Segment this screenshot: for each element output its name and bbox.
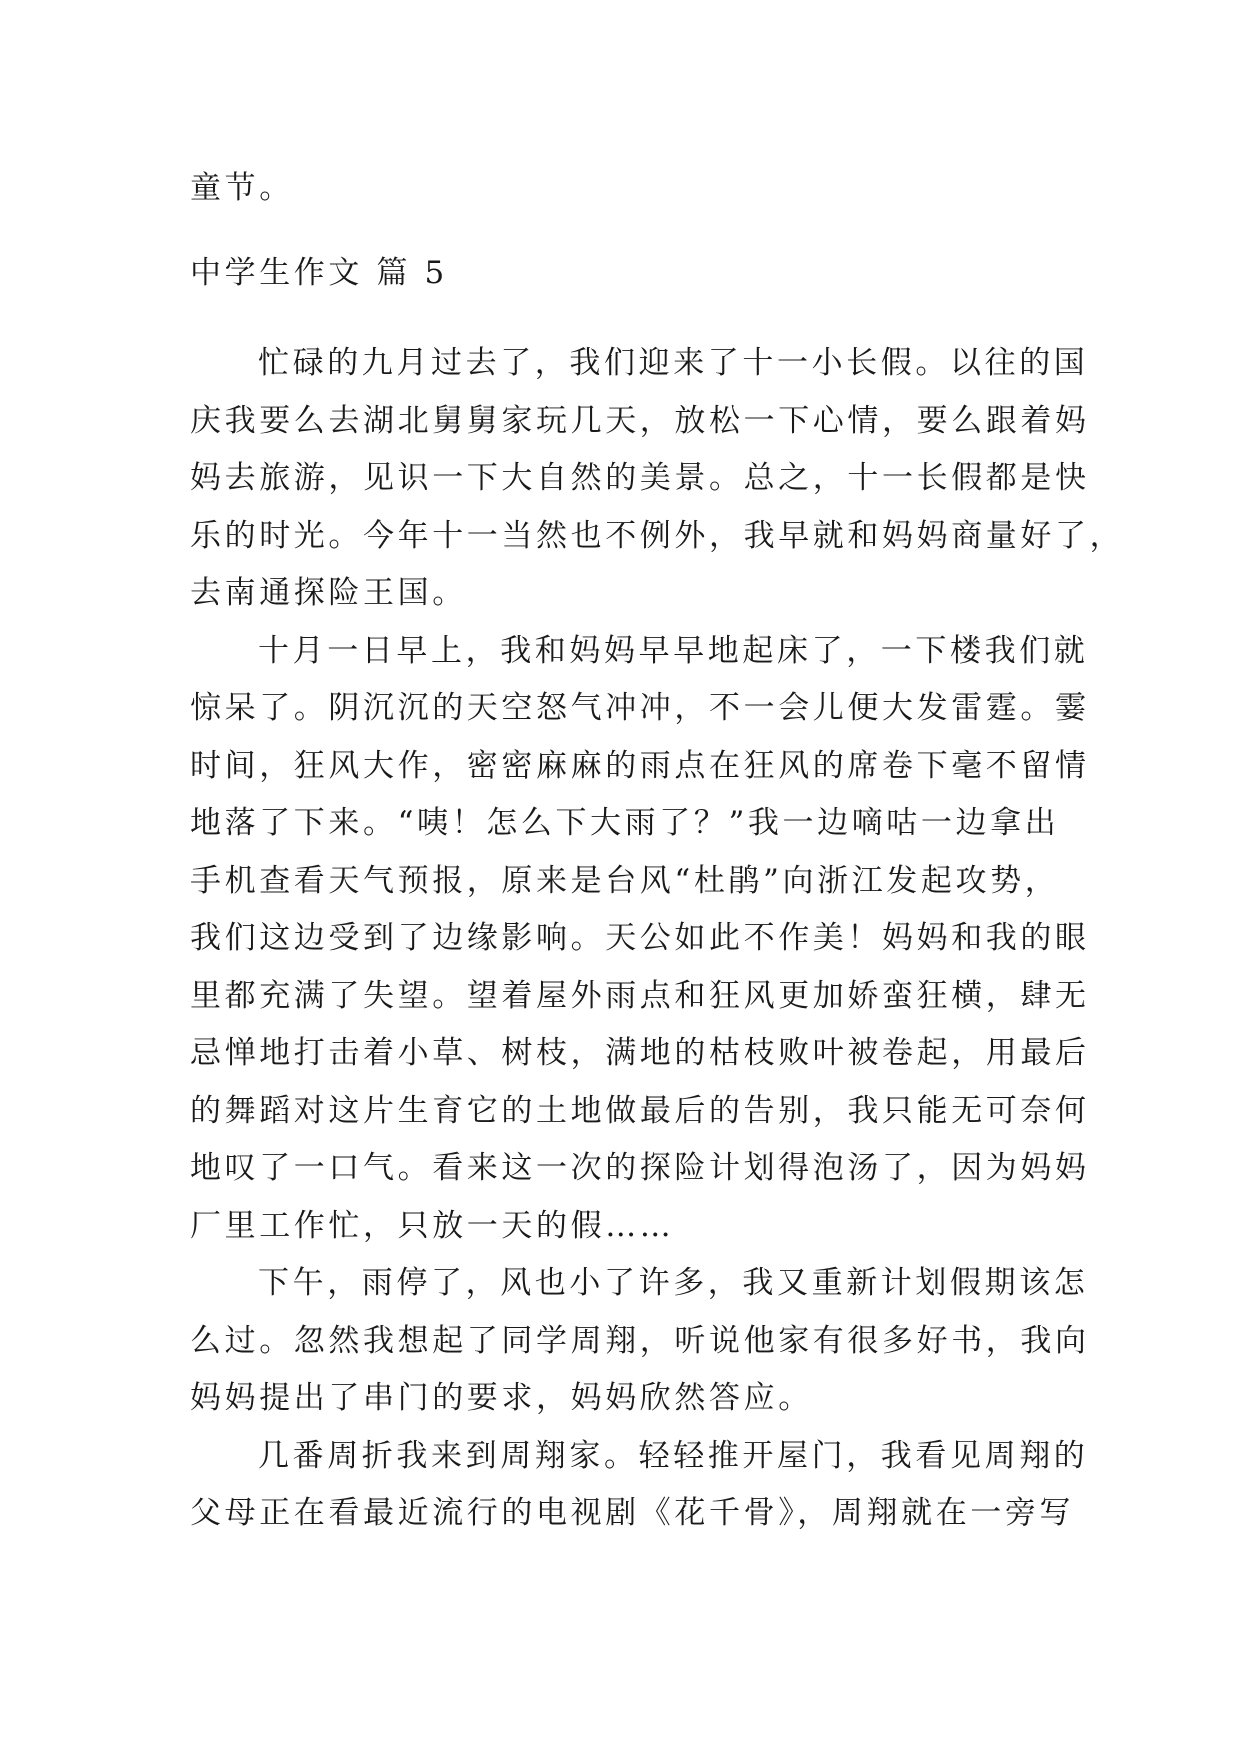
paragraph-2-line-4: 地落了下来。“咦！怎么下大雨了？”我一边嘀咕一边拿出: [190, 805, 1060, 841]
essay-body: [190, 335, 1125, 1543]
paragraph-1-line-1: 忙碌的九月过去了，我们迎来了十一小长假。以往的国: [258, 345, 1089, 381]
continuation-text: [190, 160, 1060, 218]
paragraph-3-line-3: 妈妈提出了串门的要求，妈妈欣然答应。: [190, 1380, 813, 1416]
paragraph-2-line-6: 我们这边受到了边缘影响。天公如此不作美！妈妈和我的眼: [190, 920, 1090, 956]
paragraph-4-line-2: 父母正在看最近流行的电视剧《花千骨》，周翔就在一旁写: [190, 1495, 1075, 1531]
heading-text: 中学生作文 篇 5: [190, 255, 448, 291]
paragraph-2-line-9: 的舞蹈对这片生育它的土地做最后的告别，我只能无可奈何: [190, 1092, 1090, 1129]
paragraph-2-line-10: 地叹了一口气。看来这一次的探险计划得泡汤了，因为妈妈: [190, 1150, 1090, 1186]
section-heading: [190, 245, 1060, 303]
paragraph-2-line-3: 时间，狂风大作，密密麻麻的雨点在狂风的席卷下毫不留情: [190, 747, 1090, 784]
paragraph-2-line-2: 惊呆了。阴沉沉的天空怒气冲冲，不一会儿便大发雷霆。霎: [190, 690, 1090, 726]
text-line: 童节。: [190, 170, 294, 206]
paragraph-2-line-1: 十月一日早上，我和妈妈早早地起床了，一下楼我们就: [258, 632, 1089, 669]
paragraph-2-line-11: 厂里工作忙，只放一天的假……: [190, 1207, 675, 1244]
paragraph-2-line-8: 忌惮地打击着小草、树枝，满地的枯枝败叶被卷起，用最后: [190, 1035, 1090, 1071]
paragraph-4-line-1: 几番周折我来到周翔家。轻轻推开屋门，我看见周翔的: [258, 1437, 1089, 1474]
paragraph-1-line-3: 妈去旅游，见识一下大自然的美景。总之，十一长假都是快: [190, 460, 1090, 496]
paragraph-2-line-5: 手机查看天气预报，原来是台风“杜鹃”向浙江发起攻势，: [190, 862, 1060, 899]
paragraph-1-line-5: 去南通探险王国。: [190, 575, 467, 611]
paragraph-1-line-4: 乐的时光。今年十一当然也不例外，我早就和妈妈商量好了，: [190, 517, 1125, 554]
paragraph-3-line-2: 么过。忽然我想起了同学周翔，听说他家有很多好书，我向: [190, 1322, 1090, 1359]
paragraph-1-line-2: 庆我要么去湖北舅舅家玩几天，放松一下心情，要么跟着妈: [190, 402, 1090, 439]
paragraph-2-line-7: 里都充满了失望。望着屋外雨点和狂风更加娇蛮狂横，肆无: [190, 977, 1090, 1014]
paragraph-3-line-1: 下午，雨停了，风也小了许多，我又重新计划假期该怎: [258, 1265, 1089, 1301]
